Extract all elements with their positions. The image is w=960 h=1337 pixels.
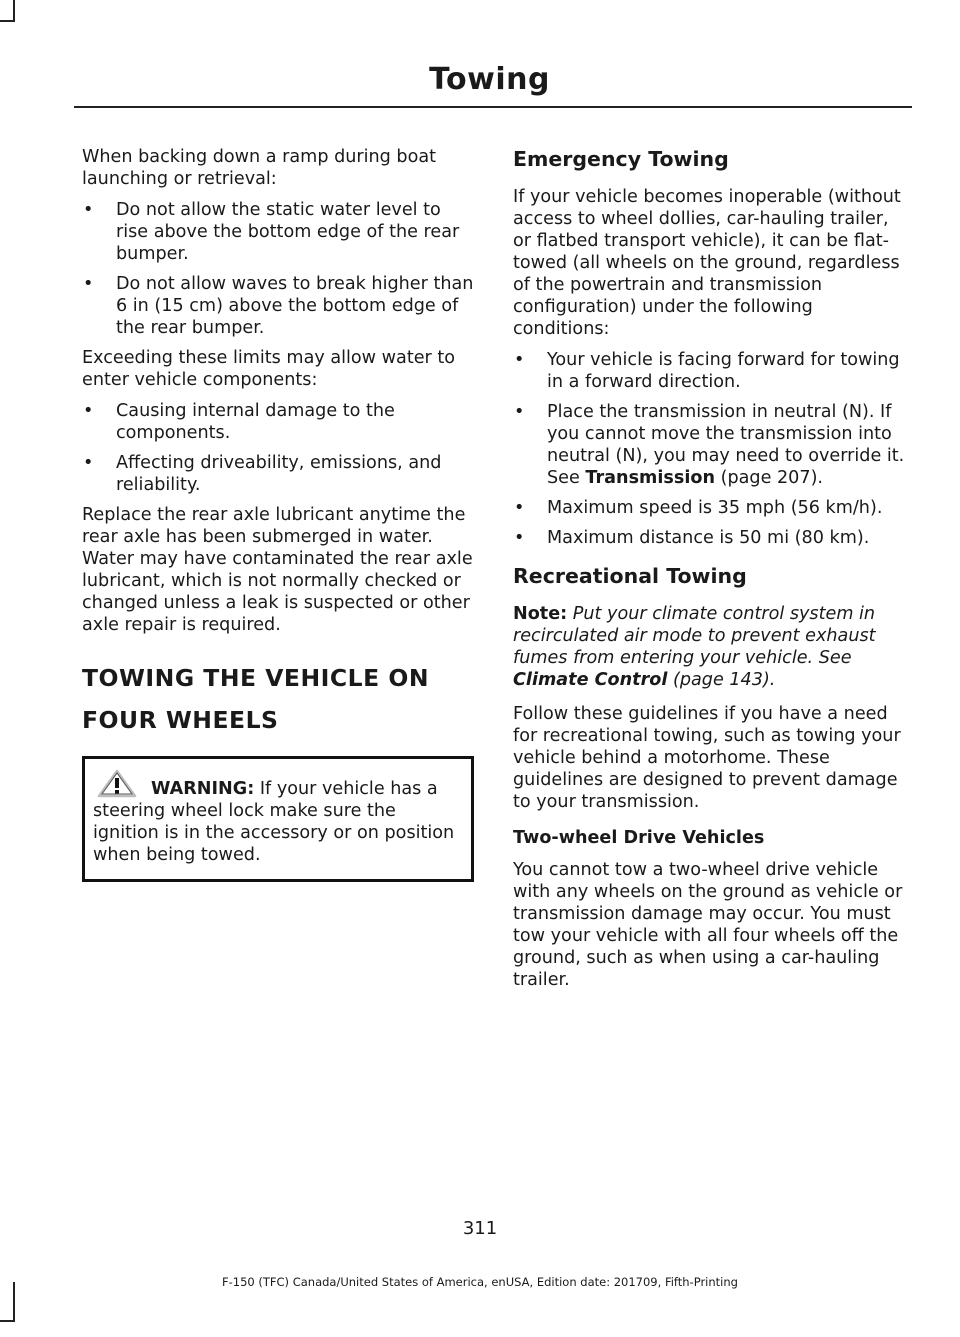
right-column	[513, 146, 905, 1000]
replace-lubricant-text: Replace the rear axle lubricant anytime the rear axle has been submerged in water. Water may have contaminated the rear axle lubricant, which is not normally checked or changed unless a leak is suspected or other axle repair is required.	[82, 505, 473, 635]
recreational-towing-heading: Recreational Towing	[513, 564, 747, 588]
note-text	[513, 603, 905, 691]
two-wheel-drive-heading: Two-wheel Drive Vehicles	[513, 828, 765, 848]
section-heading-line: TOWING THE VEHICLE ON	[82, 664, 429, 692]
list-item-text: (page 207).	[715, 468, 824, 488]
list-item: • Your vehicle is facing forward for towing in a forward direction.	[513, 349, 905, 393]
list-item: • Maximum speed is 35 mph (56 km/h).	[513, 497, 905, 519]
section-heading-line: FOUR WHEELS	[82, 706, 279, 734]
crop-mark	[0, 1320, 15, 1322]
note-body: Put your climate control system in recirculated air mode to prevent exhaust fumes from entering your vehicle. See	[513, 604, 876, 668]
warning-triangle-icon	[93, 768, 145, 800]
intro-text: When backing down a ramp during boat launching or retrieval:	[82, 147, 437, 189]
emergency-towing-heading: Emergency Towing	[513, 147, 729, 171]
warning-label: WARNING:	[151, 779, 255, 799]
exceed-text: Exceeding these limits may allow water to enter vehicle components:	[82, 348, 456, 390]
section-heading	[82, 660, 474, 738]
warning-text: If your vehicle has a steering wheel lock make sure the ignition is in the accessory or on position when being towed.	[93, 779, 455, 865]
list-item: • Affecting driveability, emissions, and reliability.	[82, 452, 474, 496]
effects-bullet-list	[82, 400, 474, 496]
note-label: Note:	[513, 604, 568, 624]
list-item-text: Place the transmission in neutral (N). If you cannot move the transmission into neutral (N), you may need to override it. See	[547, 402, 905, 488]
header-rule	[74, 106, 912, 108]
list-item: • Causing internal damage to the components.	[82, 400, 474, 444]
edition-footer: F-150 (TFC) Canada/United States of America, enUSA, Edition date: 201709, Fifth-Printing	[222, 1275, 738, 1289]
warning-box	[82, 756, 474, 882]
left-column	[82, 146, 474, 882]
list-item: • Do not allow the static water level to rise above the bottom edge of the rear bumper.	[82, 199, 474, 265]
guidelines-text: Follow these guidelines if you have a need for recreational towing, such as towing your vehicle behind a motorhome. These guidelines are designed to prevent damage to your transmission.	[513, 704, 901, 812]
emergency-bullet-list	[513, 349, 905, 549]
list-item: • Do not allow waves to break higher than 6 in (15 cm) above the bottom edge of the rear bumper.	[82, 273, 474, 339]
two-wheel-text: You cannot tow a two-wheel drive vehicle with any wheels on the ground as vehicle or transmission damage may occur. You must tow your vehicle with all four wheels off the ground, such as when using a car-hauling trailer.	[513, 860, 903, 990]
emergency-intro-text: If your vehicle becomes inoperable (without access to wheel dollies, car-hauling trailer, or flatbed transport vehicle), it can be flat-towed (all wheels on the ground, regardless of the powertrain and transmission configuration) under the following conditions:	[513, 187, 901, 339]
transmission-link[interactable]: Transmission	[585, 468, 715, 488]
page-number: 311	[462, 1218, 498, 1239]
list-item: • Maximum distance is 50 mi (80 km).	[513, 527, 905, 549]
ramp-bullet-list	[82, 199, 474, 339]
crop-mark	[0, 20, 15, 22]
list-item	[513, 401, 905, 489]
note-page-ref: (page 143).	[667, 670, 776, 690]
climate-control-link[interactable]: Climate Control	[513, 670, 668, 690]
crop-mark	[13, 0, 15, 22]
page-title: Towing	[429, 62, 550, 97]
